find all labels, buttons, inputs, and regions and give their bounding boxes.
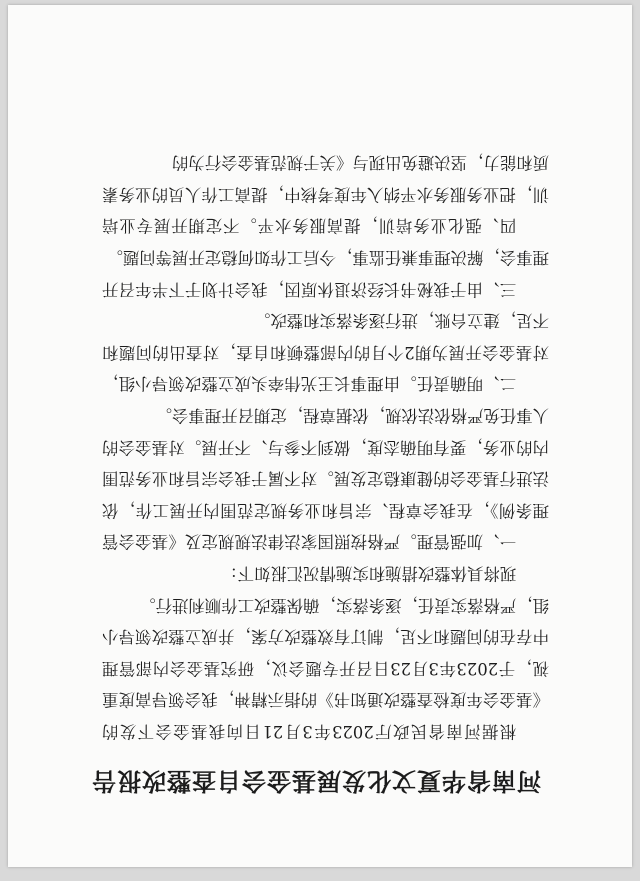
document-page: [8, 5, 632, 867]
paragraph-measures-lead: 现将具体整改措施和实施情况汇报如下：: [221, 564, 517, 584]
document-sheet: [8, 5, 632, 867]
paragraph-item-4: 四、强化业务培训，提高服务水平。不定期开展专业培训，把业务服务水平纳入年度考核中，提高工作人员的业务素质和能力，坚决避免出现与《关于规范基金会行为的: [102, 153, 549, 236]
paragraph-item-3: 三、由于我秘书长经济退休原因，我会计划于下半年召开理事会，解决理事兼任监事，今后工作如何稳定开展等问题。: [102, 248, 549, 299]
paragraph-intro: 根据河南省民政厅2023年3月21日向我基金会下发的《基金会年度检查整改通知书》的指示精神，我会领导高度重视，于2023年3月23日召开专题会议，研究基金会内部管理中存在的问题和不足，制订有效整改方案，并成立整改领导小组，严格落实责任，逐条落实，确保整改工作顺利进行。: [102, 595, 549, 741]
paragraph-item-1: 一、加强管理。严格按照国家法律法规规定及《基金会管理条例》，在我会章程、宗旨和业务规定范围内开展工作，依法进行基金会的健康稳定发展。对不属于我会宗旨和业务范围内的业务，要有明确态度，做到不参与、不开展。对基金会的人事任免严格依法依规，依据章程，定期召开理事会。: [102, 406, 549, 552]
document-body: [102, 147, 549, 747]
document-title: 河南省华夏文化发展基金会自查整改报告: [91, 767, 541, 795]
paragraph-item-2: 二、明确责任。由理事长王光伟牵头成立整改领导小组，对基金会开展为期2个月的内部整顿和自查，对查出的问题和不足，建立台账，进行逐条落实和整改。: [102, 311, 549, 394]
